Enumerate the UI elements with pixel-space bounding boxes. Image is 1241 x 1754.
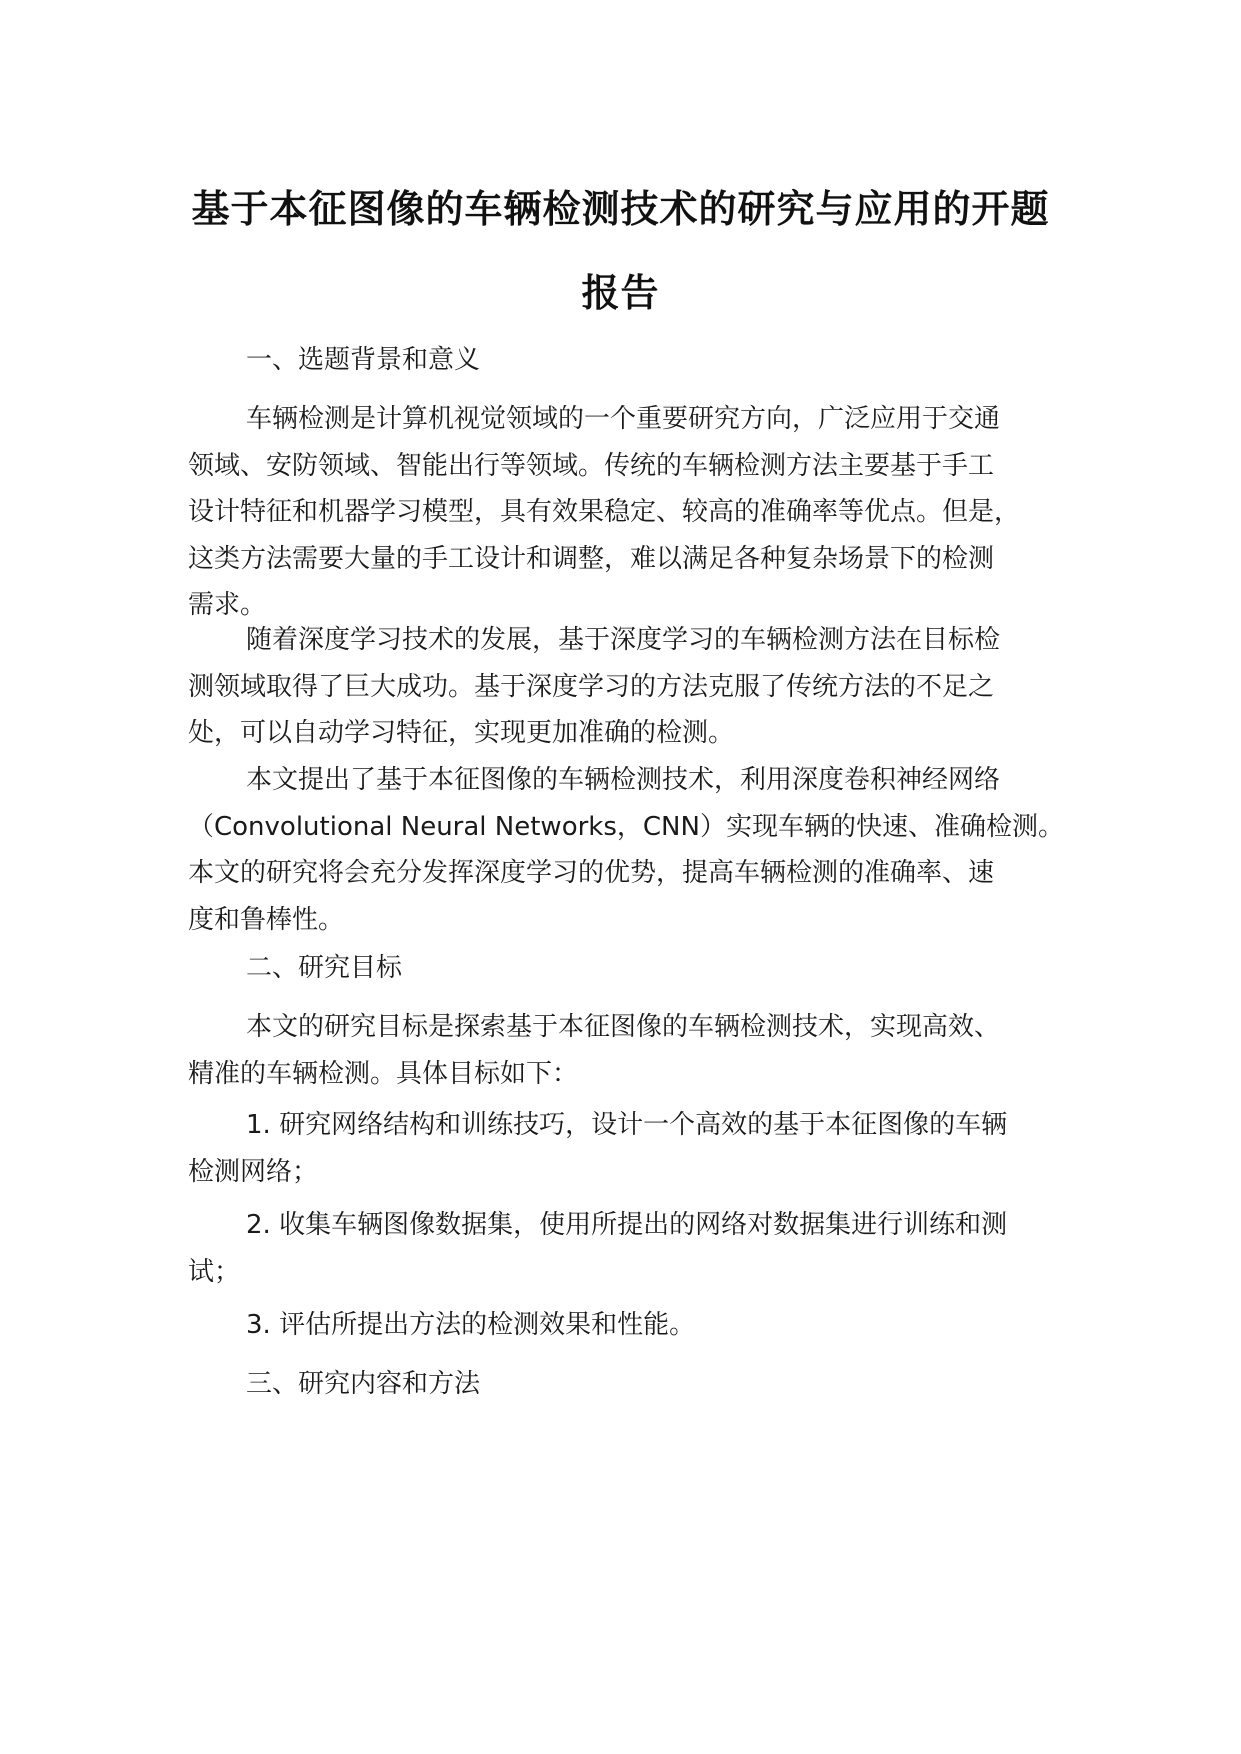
paragraph-line: 度和鲁棒性。	[188, 904, 345, 935]
paragraph-line: 设计特征和机器学习模型，具有效果稳定、较高的准确率等优点。但是，	[188, 497, 1021, 527]
paragraph-background-3	[188, 757, 1068, 943]
section-heading-background: 一、选题背景和意义	[246, 345, 481, 375]
paragraph-line: 需求。	[188, 590, 267, 620]
paragraph-line: 精准的车辆检测。具体目标如下：	[188, 1058, 579, 1089]
goal-item-2	[188, 1202, 1068, 1295]
list-item-line: 检测网络；	[188, 1156, 319, 1187]
paragraph-line: 本文的研究将会充分发挥深度学习的优势，提高车辆检测的准确率、速	[188, 858, 995, 888]
paragraph-line: 随着深度学习技术的发展，基于深度学习的车辆检测方法在目标检	[246, 625, 1001, 655]
goal-item-1	[188, 1102, 1068, 1195]
paragraph-goals-intro	[188, 1004, 1068, 1097]
section-heading-methods: 三、研究内容和方法	[246, 1369, 481, 1399]
paragraph-line: （Convolutional Neural Networks，CNN）实现车辆的快速、准确检测。	[188, 811, 1064, 842]
list-item-line: 3. 评估所提出方法的检测效果和性能。	[246, 1310, 696, 1340]
list-item-line: 1. 研究网络结构和训练技巧，设计一个高效的基于本征图像的车辆	[246, 1110, 1008, 1140]
paragraph-line: 车辆检测是计算机视觉领域的一个重要研究方向，广泛应用于交通	[246, 404, 1001, 434]
paragraph-line: 本文提出了基于本征图像的车辆检测技术，利用深度卷积神经网络	[246, 765, 1001, 795]
document-title-line-1: 基于本征图像的车辆检测技术的研究与应用的开题	[191, 187, 1050, 231]
paragraph-line: 处，可以自动学习特征，实现更加准确的检测。	[188, 718, 735, 748]
paragraph-background-1	[188, 396, 1068, 629]
section-heading-goals: 二、研究目标	[246, 953, 403, 983]
paragraph-line: 本文的研究目标是探索基于本征图像的车辆检测技术，实现高效、	[246, 1012, 1001, 1042]
goal-item-3	[188, 1302, 1068, 1349]
list-item-line: 2. 收集车辆图像数据集，使用所提出的网络对数据集进行训练和测	[246, 1210, 1008, 1240]
list-item-line: 试；	[188, 1256, 241, 1287]
paragraph-background-2	[188, 617, 1068, 757]
paragraph-line: 领域、安防领域、智能出行等领域。传统的车辆检测方法主要基于手工	[188, 450, 995, 481]
document-title-line-2: 报告	[581, 271, 660, 315]
paragraph-line: 这类方法需要大量的手工设计和调整，难以满足各种复杂场景下的检测	[188, 543, 995, 574]
paragraph-line: 测领域取得了巨大成功。基于深度学习的方法克服了传统方法的不足之	[188, 671, 995, 702]
